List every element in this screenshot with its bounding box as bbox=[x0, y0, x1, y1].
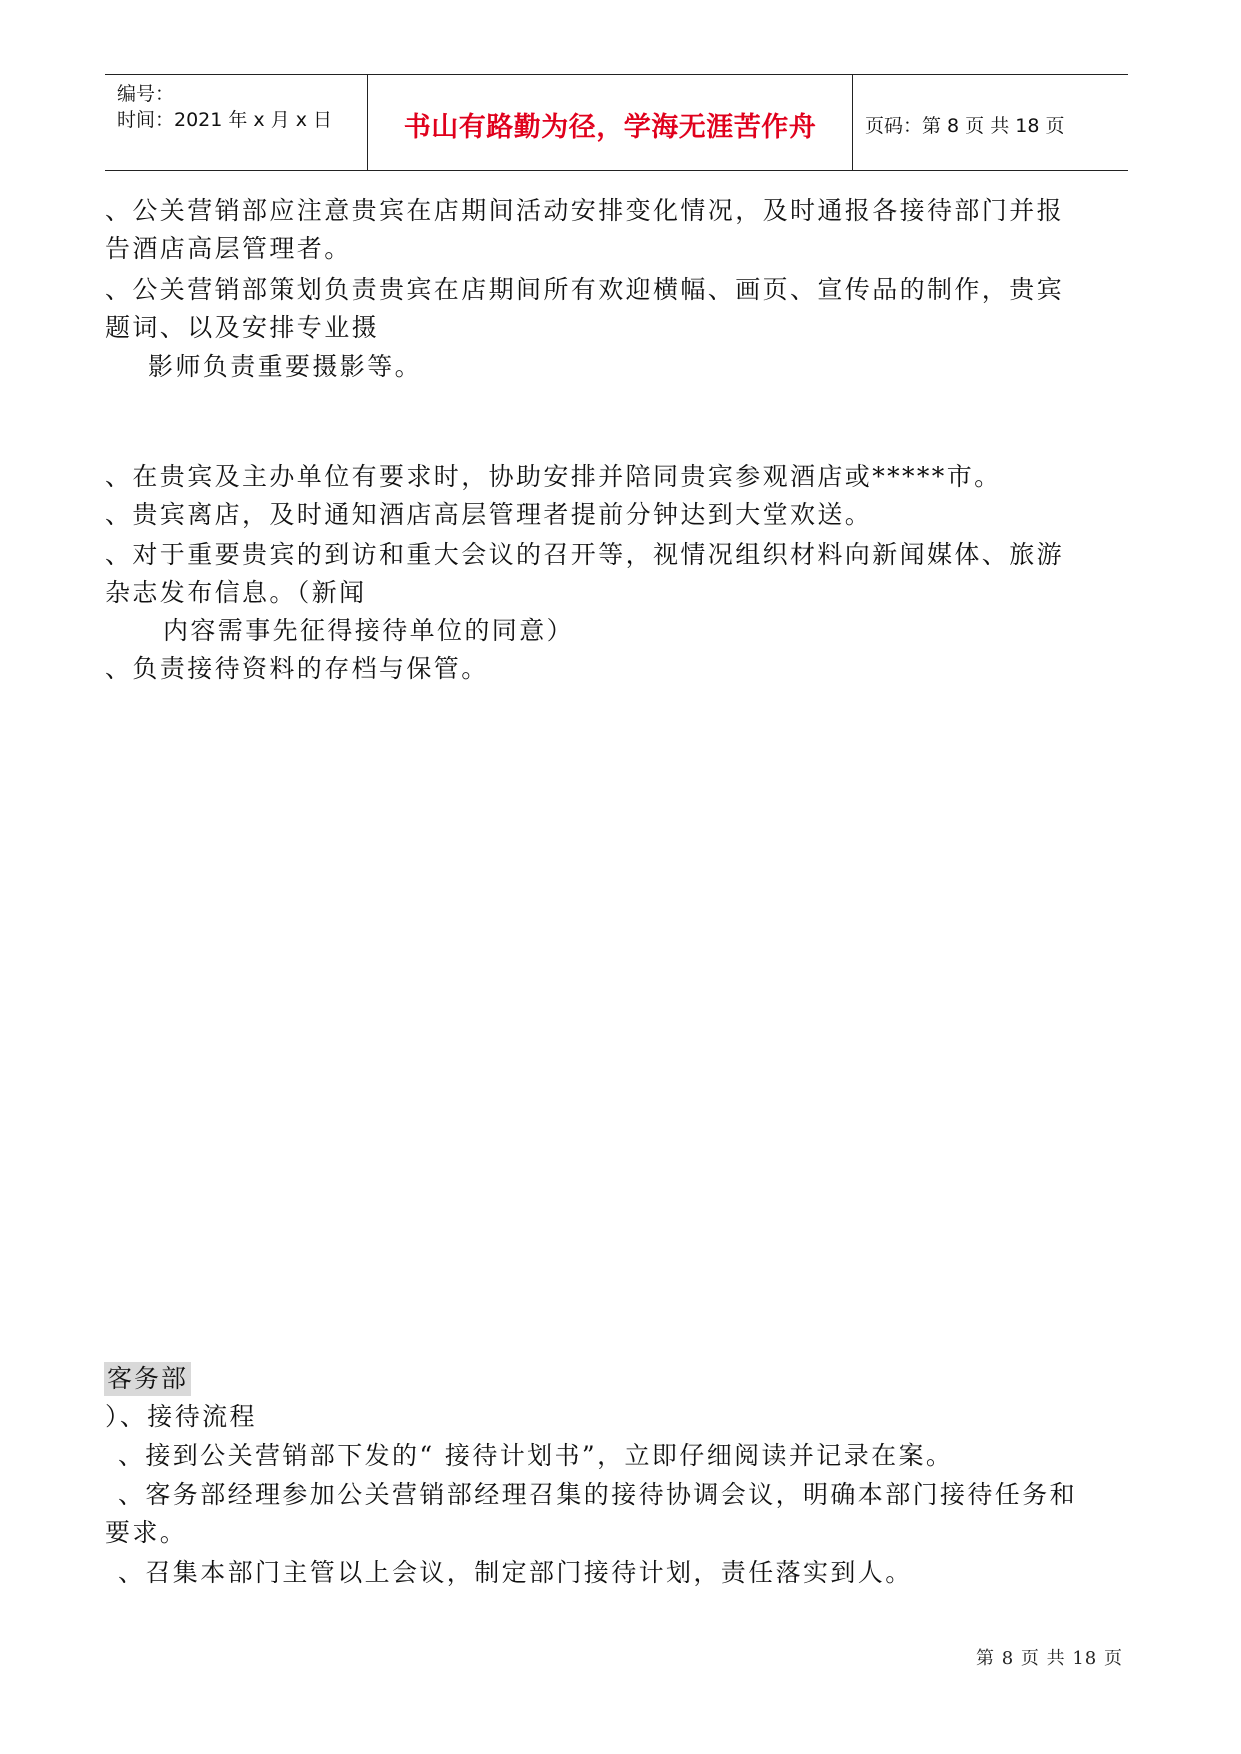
section-line: 要求。 bbox=[105, 1518, 188, 1547]
section-line: 、客务部经理参加公关营销部经理召集的接待协调会议，明确本部门接待任务和 bbox=[118, 1480, 1078, 1509]
header-page-cell bbox=[853, 75, 1128, 170]
header-motto-cell bbox=[368, 75, 853, 170]
paragraph-line: 、在贵宾及主办单位有要求时，协助安排并陪同贵宾参观酒店或*****市。 bbox=[105, 462, 1002, 491]
paragraph-line: 告酒店高层管理者。 bbox=[105, 234, 352, 263]
paragraph-line: 、公关营销部应注意贵宾在店期间活动安排变化情况，及时通报各接待部门并报 bbox=[105, 196, 1065, 225]
section-heading: 客务部 bbox=[104, 1362, 191, 1396]
paragraph-line: 、负责接待资料的存档与保管。 bbox=[105, 654, 489, 683]
section-line: 、召集本部门主管以上会议，制定部门接待计划，责任落实到人。 bbox=[118, 1558, 913, 1587]
paragraph-line: 影师负责重要摄影等。 bbox=[148, 352, 423, 381]
header-page-number: 页码：第 8 页 共 18 页 bbox=[865, 115, 1065, 137]
paragraph-line: 、公关营销部策划负责贵宾在店期间所有欢迎横幅、画页、宣传品的制作，贵宾 bbox=[105, 275, 1065, 304]
paragraph-line: 、对于重要贵宾的到访和重大会议的召开等，视情况组织材料向新闻媒体、旅游 bbox=[105, 540, 1065, 569]
header-meta-cell bbox=[105, 75, 368, 170]
document-header bbox=[105, 74, 1128, 171]
document-date-label: 时间：2021 年 x 月 x 日 bbox=[117, 109, 333, 131]
document-number-label: 编号： bbox=[117, 83, 175, 105]
section-line: 、接到公关营销部下发的“ 接待计划书”，立即仔细阅读并记录在案。 bbox=[118, 1441, 954, 1470]
motto-text: 书山有路勤为径，学海无涯苦作舟 bbox=[403, 112, 817, 143]
paragraph-line: 杂志发布信息。（新闻 bbox=[105, 578, 367, 607]
section-line: ）、接待流程 bbox=[105, 1402, 257, 1431]
paragraph-line: 内容需事先征得接待单位的同意） bbox=[163, 616, 575, 645]
paragraph-line: 、贵宾离店，及时通知酒店高层管理者提前分钟达到大堂欢送。 bbox=[105, 500, 873, 529]
paragraph-line: 题词、以及安排专业摄 bbox=[105, 313, 380, 342]
footer-page-number: 第 8 页 共 18 页 bbox=[976, 1648, 1123, 1669]
